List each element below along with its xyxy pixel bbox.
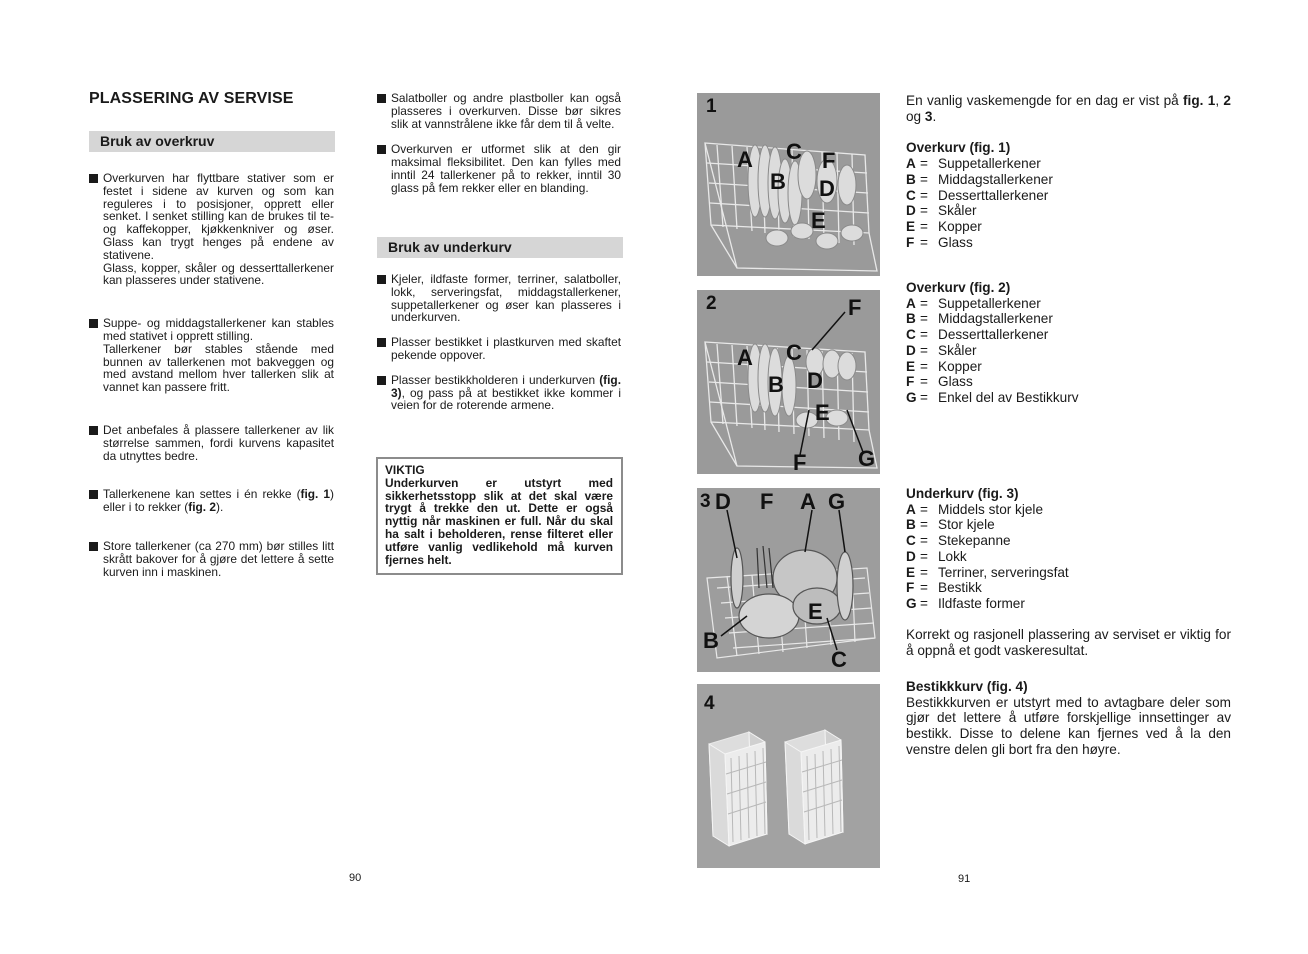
section-heading-overkurv: Bruk av overkruv <box>89 131 335 152</box>
important-notice-box <box>376 457 623 575</box>
figure-2-upper-basket-photo <box>697 290 880 474</box>
paragraph-text: Korrekt og rasjonell plassering av serviset er viktig for å oppnå et godt vaskeresultat. <box>906 627 1231 658</box>
page-number-right: 91 <box>958 873 971 885</box>
column-2-underkurv <box>377 273 621 412</box>
figure-label: B <box>768 372 784 397</box>
bullet-square-icon <box>89 490 98 499</box>
bullet-square-icon <box>377 275 386 284</box>
figure-label: C <box>786 340 802 365</box>
bullet-square-icon <box>89 542 98 551</box>
legend-row: C = Desserttallerkener <box>906 187 1049 203</box>
paragraph-text: Bestikkkurven er utstyrt med to avtagbare deler som gjør det lettere å utføre forskjellige innsettinger av bestikk. Disse to delene kan fjernes ved å la den venstre delen gli bort fra den høyre. <box>906 694 1231 757</box>
bestikkkurv-section <box>906 679 1231 758</box>
korrekt-paragraph <box>906 627 1231 658</box>
intro-text: En vanlig vaskemengde for en dag er vist på fig. 1, 2 og 3. <box>906 93 1231 124</box>
figure-label: D <box>807 368 823 393</box>
figure-number: 3 <box>700 491 711 512</box>
legend-row: G = Enkel del av Bestikkurv <box>906 389 1079 405</box>
legend-row: E = Kopper <box>906 358 982 374</box>
legend-heading: Overkurv (fig. 2) <box>906 280 1011 295</box>
figure-label: C <box>786 139 802 164</box>
bullet-text: Overkurven er utformet slik at den gir maksimal fleksibilitet. Den kan fylles med inntil 24 tallerkener på to rekker, inntil 30 glass på fem rekker eller en blanding. <box>391 142 621 195</box>
column-2 <box>377 92 621 195</box>
legend-row: E = Terriner, serveringsfat <box>906 564 1069 580</box>
bullet-text: Det anbefales å plassere tallerkener av lik størrelse sammen, fordi kurvens kapasitet da utnyttes bedre. <box>103 422 334 463</box>
legend-row: F = Glass <box>906 234 973 250</box>
figure-4-cutlery-basket-photo <box>697 684 880 868</box>
bullet-text: Store tallerkener (ca 270 mm) bør stilles litt skrått bakover for å gjøre det lettere å sette kurven inn i maskinen. <box>103 538 334 579</box>
column-1 <box>89 172 334 578</box>
section-heading: Bestikkkurv (fig. 4) <box>906 679 1028 694</box>
bullet-square-icon <box>377 145 386 154</box>
upper-basket-illustration <box>697 93 880 276</box>
figure-label: E <box>815 400 830 425</box>
figure-label: E <box>811 208 826 233</box>
legend-row: D = Skåler <box>906 203 977 219</box>
figure-number: 4 <box>704 693 715 714</box>
figure-label: C <box>831 647 847 672</box>
lower-basket-illustration <box>697 488 880 672</box>
bullet-item <box>89 488 334 514</box>
overkurv-fig2-legend <box>906 280 1231 406</box>
legend-heading: Underkurv (fig. 3) <box>906 486 1019 501</box>
bullet-square-icon <box>377 94 386 103</box>
bullet-item <box>377 143 621 194</box>
bullet-item <box>89 172 334 287</box>
legend-row: D = Skåler <box>906 342 977 358</box>
bullet-square-icon <box>377 376 386 385</box>
right-column <box>906 93 1231 250</box>
cutlery-basket-illustration <box>697 684 880 868</box>
bullet-square-icon <box>89 174 98 183</box>
overkurv-fig1-legend <box>906 140 1231 250</box>
figure-label: F <box>848 295 862 320</box>
legend-row: C = Desserttallerkener <box>906 327 1049 343</box>
figure-number: 1 <box>706 96 717 117</box>
figure-label: A <box>737 345 753 370</box>
bullet-text: Plasser bestikket i plastkurven med skaftet pekende oppover. <box>391 335 621 362</box>
notice-text: Underkurven er utstyrt med sikkerhetsstopp slik at det skal være trygt å trekke den ut. Dette er også nyttig når maskinen er full. Når du skal ha salt i beholderen, rense filteret eller utføre vanlig vedlikehold må kurven fjernes helt. <box>385 475 613 567</box>
figure-number: 2 <box>706 293 717 314</box>
bullet-text: Tallerkenene kan settes i én rekke (fig. 1) eller i to rekker (fig. 2). <box>103 487 334 515</box>
bullet-item <box>377 336 621 362</box>
figure-label: E <box>808 599 823 624</box>
bullet-text: Overkurven har flyttbare stativer som er festet i sidene av kurven og som kan reguleres i to posisjoner, opprett eller senket. I senket stilling kan de brukes til te-og kaffekopper, kjøkkenkniver og øser. Glass kan trygt henges på endene av stativene. <box>103 171 334 262</box>
legend-row: F = Glass <box>906 374 973 390</box>
bullet-text: Plasser bestikkholderen i underkurven (fig. 3), og pass på at bestikket ikke kommer i veien for de roterende armene. <box>391 372 621 413</box>
bullet-item <box>377 273 621 324</box>
legend-row: D = Lokk <box>906 548 967 564</box>
bullet-item <box>377 374 621 412</box>
figure-3-lower-basket-photo <box>697 488 880 672</box>
legend-row: G = Ildfaste former <box>906 595 1025 611</box>
page-number-left: 90 <box>349 872 362 884</box>
bullet-item <box>89 540 334 578</box>
bullet-text: Glass, kopper, skåler og desserttallerkener kan plasseres under stativene. <box>103 260 334 288</box>
bullet-text: Tallerkener bør stables stående med bunnen av tallerkenen mot bakveggen og med avstand mellom hver tallerken slik at vannet kan passere fritt. <box>103 341 334 395</box>
figure-1-upper-basket-photo <box>697 93 880 276</box>
legend-row: A = Suppetallerkener <box>906 156 1041 172</box>
figure-label: B <box>703 628 719 653</box>
legend-heading: Overkurv (fig. 1) <box>906 140 1011 156</box>
figure-label: F <box>822 148 836 173</box>
legend-row: B = Middagstallerkener <box>906 171 1053 187</box>
legend-row: A = Middels stor kjele <box>906 501 1044 517</box>
legend-row: B = Stor kjele <box>906 517 995 533</box>
figure-label: D <box>715 489 731 514</box>
page-title: PLASSERING AV SERVISE <box>89 90 294 107</box>
bullet-text: Salatboller og andre plastboller kan også plasseres i overkurven. Disse bør sikres slik at vannstrålene ikke får dem til å velte. <box>391 91 621 131</box>
bullet-text: Suppe- og middagstallerkener kan stables med stativet i opprett stilling. <box>103 316 334 343</box>
figure-label: B <box>770 169 786 194</box>
bullet-square-icon <box>89 319 98 328</box>
figure-label: F <box>793 450 807 474</box>
bullet-square-icon <box>377 338 386 347</box>
legend-row: E = Kopper <box>906 218 982 234</box>
bullet-item <box>89 317 334 394</box>
notice-title: VIKTIG <box>385 463 425 477</box>
figure-label: A <box>800 489 816 514</box>
figure-label: G <box>858 446 876 471</box>
figure-label: F <box>760 489 774 514</box>
legend-row: F = Bestikk <box>906 580 982 596</box>
figure-label: A <box>737 147 753 172</box>
figure-label: G <box>828 489 846 514</box>
legend-row: C = Stekepanne <box>906 533 1011 549</box>
section-heading-underkurv: Bruk av underkurv <box>377 237 623 258</box>
figure-label: D <box>819 176 835 201</box>
legend-row: B = Middagstallerkener <box>906 311 1053 327</box>
bullet-item <box>377 92 621 130</box>
bullet-text: Kjeler, ildfaste former, terriner, salatboller, lokk, serveringsfat, middagstallerkener, suppetallerkener og øser kan plasseres i underkurven. <box>391 272 621 325</box>
bullet-square-icon <box>89 426 98 435</box>
bullet-item <box>89 424 334 462</box>
legend-row: A = Suppetallerkener <box>906 295 1041 311</box>
underkurv-fig3-legend <box>906 486 1231 612</box>
